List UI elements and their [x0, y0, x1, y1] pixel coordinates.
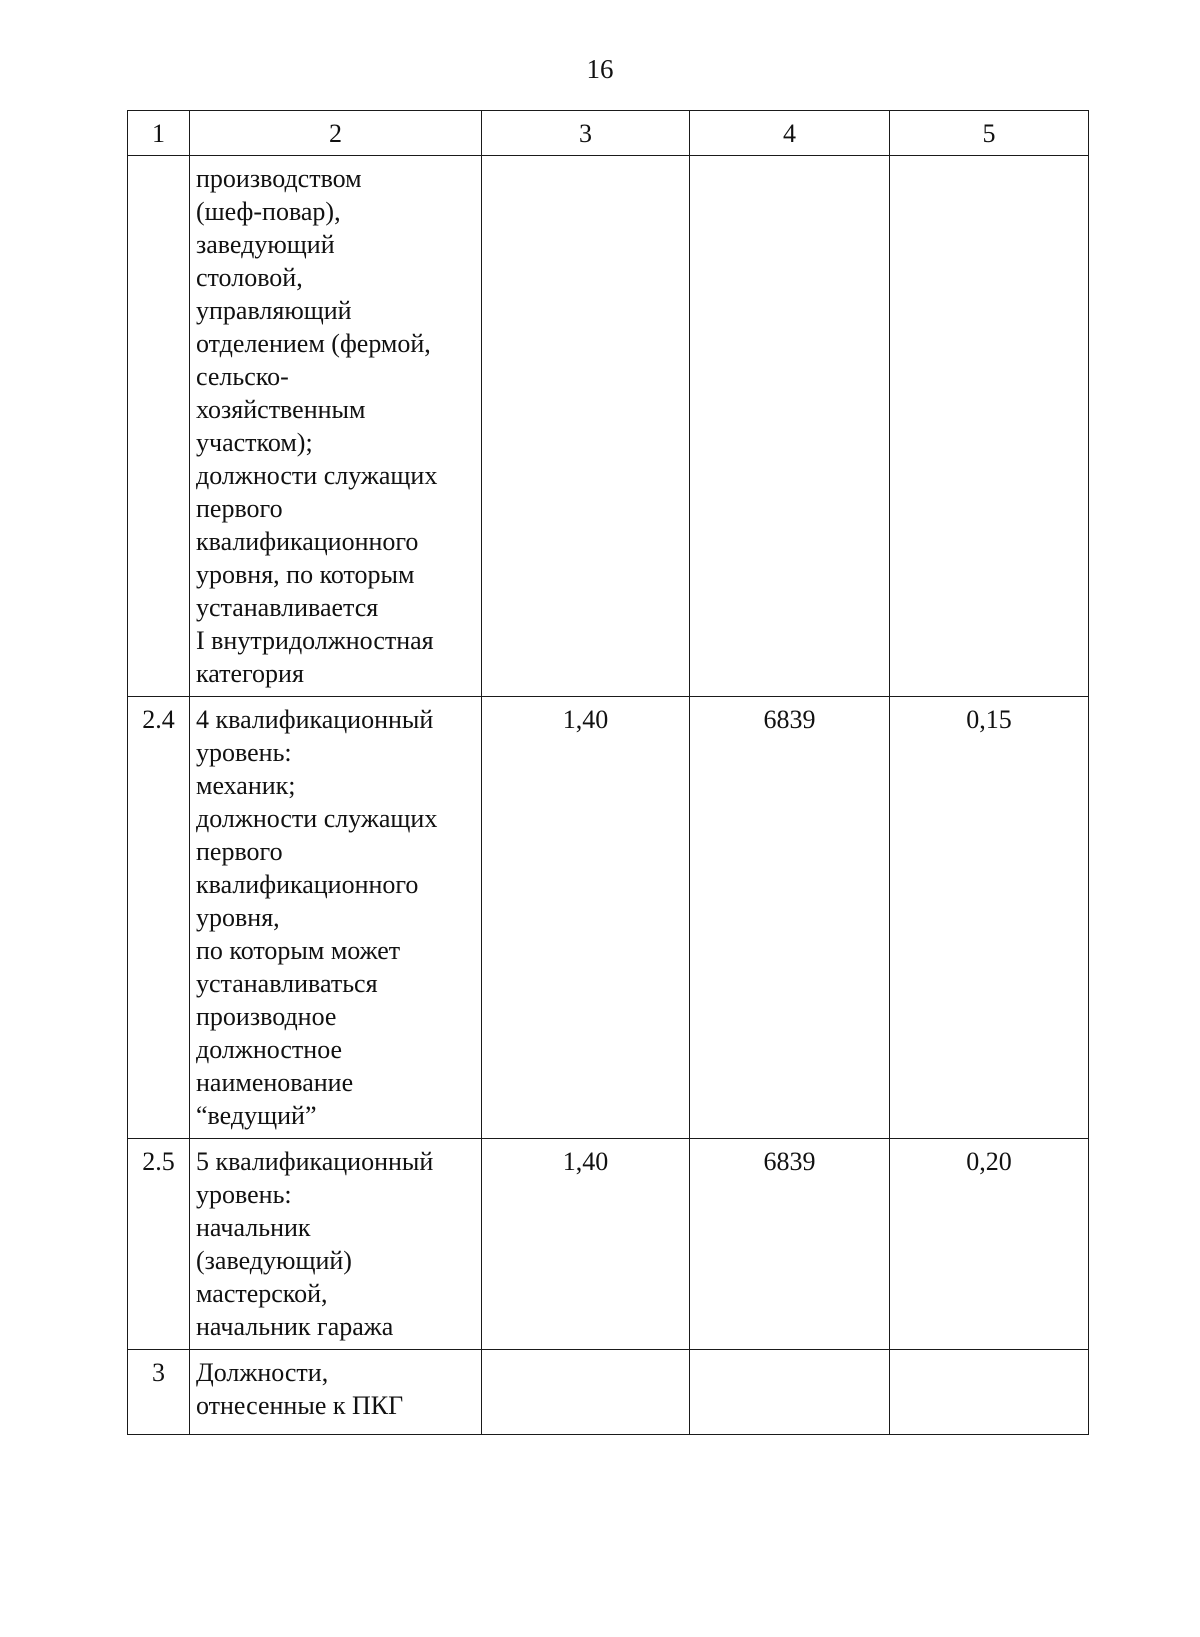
salary-cell [690, 156, 890, 697]
row-description [190, 697, 482, 1139]
header-cell-2: 2 [190, 111, 482, 156]
description-line: сельско- [196, 362, 289, 391]
salary-table [127, 110, 1089, 1435]
increase-coefficient-cell [890, 1350, 1089, 1435]
description-line: отделением (фермой, [196, 329, 431, 358]
coefficient-cell [482, 156, 690, 697]
salary-cell: 6839 [690, 1139, 890, 1350]
row-description [190, 1139, 482, 1350]
description-line: устанавливаться [196, 969, 378, 998]
row-number: 2.5 [128, 1139, 190, 1350]
coefficient-cell: 1,40 [482, 697, 690, 1139]
description-line: первого [196, 837, 283, 866]
description-line: (шеф-повар), [196, 197, 341, 226]
description-line: устанавливается [196, 593, 379, 622]
description-line: производством [196, 164, 362, 193]
row-description [190, 1350, 482, 1435]
table-row [128, 1350, 1089, 1435]
row-description [190, 156, 482, 697]
description-line: (заведующий) [196, 1246, 352, 1275]
table-row [128, 697, 1089, 1139]
row-number [128, 156, 190, 697]
increase-coefficient-cell [890, 156, 1089, 697]
description-line: уровень: [196, 1180, 292, 1209]
description-line: по которым может [196, 936, 401, 965]
header-cell-4: 4 [690, 111, 890, 156]
description-line: квалификационного [196, 870, 419, 899]
description-line: должности служащих [196, 461, 438, 490]
header-cell-3: 3 [482, 111, 690, 156]
description-line: первого [196, 494, 283, 523]
description-line: Должности, [196, 1358, 329, 1387]
description-line: хозяйственным [196, 395, 366, 424]
description-line: категория [196, 659, 304, 688]
salary-cell: 6839 [690, 697, 890, 1139]
header-cell-5: 5 [890, 111, 1089, 156]
header-cell-1: 1 [128, 111, 190, 156]
description-line: начальник гаража [196, 1312, 394, 1341]
description-line: “ведущий” [196, 1101, 317, 1130]
coefficient-cell [482, 1350, 690, 1435]
description-line: уровня, по которым [196, 560, 415, 589]
table-row [128, 1139, 1089, 1350]
description-line: механик; [196, 771, 296, 800]
description-line: заведующий [196, 230, 335, 259]
description-line: 5 квалификационный [196, 1147, 434, 1176]
coefficient-cell: 1,40 [482, 1139, 690, 1350]
page-number: 16 [586, 54, 614, 84]
description-line: управляющий [196, 296, 352, 325]
description-line: наименование [196, 1068, 354, 1097]
salary-cell [690, 1350, 890, 1435]
row-number: 3 [128, 1350, 190, 1435]
description-line: производное [196, 1002, 337, 1031]
increase-coefficient-cell: 0,20 [890, 1139, 1089, 1350]
description-line: уровень: [196, 738, 292, 767]
description-line: уровня, [196, 903, 280, 932]
description-line: I внутридолжностная [196, 626, 434, 655]
description-line: отнесенные к ПКГ [196, 1391, 404, 1420]
table-header-row [128, 111, 1089, 156]
description-line: столовой, [196, 263, 303, 292]
description-line: 4 квалификационный [196, 705, 434, 734]
row-number: 2.4 [128, 697, 190, 1139]
description-line: начальник [196, 1213, 311, 1242]
description-line: мастерской, [196, 1279, 328, 1308]
description-line: участком); [196, 428, 313, 457]
table-row [128, 156, 1089, 697]
increase-coefficient-cell: 0,15 [890, 697, 1089, 1139]
description-line: квалификационного [196, 527, 419, 556]
description-line: должностное [196, 1035, 343, 1064]
description-line: должности служащих [196, 804, 438, 833]
